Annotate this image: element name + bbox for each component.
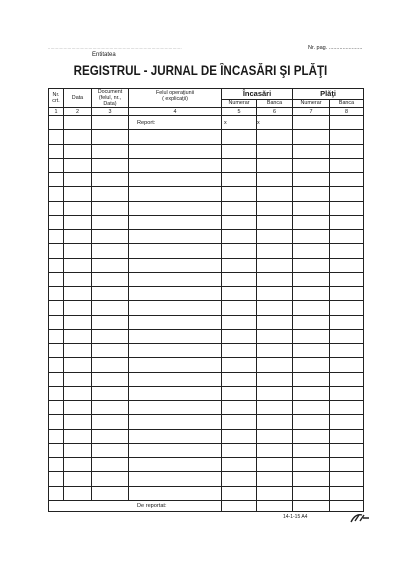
table-cell — [293, 215, 330, 229]
table-cell — [49, 215, 64, 229]
table-cell — [293, 158, 330, 172]
table-cell — [293, 116, 330, 130]
table-cell — [330, 415, 364, 429]
table-cell — [293, 458, 330, 472]
table-cell — [293, 244, 330, 258]
table-cell — [64, 230, 92, 244]
table-cell — [222, 201, 257, 215]
table-cell — [257, 201, 293, 215]
table-cell — [49, 230, 64, 244]
table-row — [49, 215, 364, 229]
table-cell — [92, 173, 129, 187]
table-cell — [222, 372, 257, 386]
table-cell — [330, 386, 364, 400]
table-cell — [222, 187, 257, 201]
table-row — [49, 244, 364, 258]
table-cell — [64, 386, 92, 400]
table-cell — [257, 329, 293, 343]
table-cell — [92, 415, 129, 429]
table-cell — [293, 144, 330, 158]
table-cell — [222, 130, 257, 144]
table-cell — [293, 472, 330, 486]
table-cell — [293, 173, 330, 187]
entity-dots: ...................................................................................................... — [48, 45, 182, 50]
table-cell — [330, 158, 364, 172]
column-number: 4 — [129, 108, 222, 116]
table-cell — [293, 443, 330, 457]
table-cell — [92, 244, 129, 258]
table-cell — [64, 344, 92, 358]
ledger-table — [48, 88, 364, 512]
table-cell — [330, 201, 364, 215]
table-cell — [330, 486, 364, 500]
table-cell — [129, 201, 222, 215]
table-cell — [49, 415, 64, 429]
table-cell — [222, 287, 257, 301]
table-cell — [293, 386, 330, 400]
table-cell — [92, 158, 129, 172]
report-row — [49, 116, 364, 130]
table-cell — [64, 201, 92, 215]
col-incasari-header: Încasări — [222, 89, 293, 100]
table-cell — [330, 429, 364, 443]
table-cell — [49, 130, 64, 144]
table-cell — [330, 301, 364, 315]
footer-cell — [330, 500, 364, 511]
table-cell — [293, 401, 330, 415]
table-cell — [257, 401, 293, 415]
table-row — [49, 187, 364, 201]
table-cell — [64, 244, 92, 258]
table-cell — [92, 130, 129, 144]
table-cell — [64, 173, 92, 187]
table-cell — [64, 401, 92, 415]
table-cell — [222, 429, 257, 443]
table-cell — [293, 130, 330, 144]
table-row — [49, 386, 364, 400]
table-cell — [129, 272, 222, 286]
document-label: Document (felul, nr., Data) — [97, 89, 123, 107]
table-cell — [64, 415, 92, 429]
table-row — [49, 301, 364, 315]
table-cell — [257, 458, 293, 472]
table-cell — [64, 187, 92, 201]
table-cell — [64, 158, 92, 172]
table-cell — [49, 315, 64, 329]
table-cell — [64, 130, 92, 144]
table-cell — [222, 344, 257, 358]
table-cell — [222, 173, 257, 187]
table-cell — [257, 372, 293, 386]
table-cell — [293, 258, 330, 272]
col-data-header: Data — [64, 89, 92, 108]
table-cell — [49, 358, 64, 372]
table-cell — [92, 187, 129, 201]
table-cell — [92, 116, 129, 130]
table-cell — [92, 344, 129, 358]
table-cell — [49, 173, 64, 187]
table-cell — [330, 130, 364, 144]
table-cell — [257, 429, 293, 443]
table-cell — [92, 215, 129, 229]
table-cell — [257, 443, 293, 457]
table-cell — [64, 116, 92, 130]
column-number-row — [49, 108, 364, 116]
table-cell — [49, 372, 64, 386]
table-cell — [64, 486, 92, 500]
incasari-numerar-header: Numerar — [222, 99, 257, 107]
table-cell — [92, 486, 129, 500]
page-number-label: Nr. pag. ...................... — [308, 45, 363, 51]
table-cell — [129, 358, 222, 372]
table-cell — [92, 358, 129, 372]
form-code: 14-1-15 A4 — [283, 514, 308, 520]
table-cell — [330, 458, 364, 472]
col-felul-header — [129, 89, 222, 108]
table-cell — [330, 187, 364, 201]
table-cell — [293, 230, 330, 244]
table-cell — [257, 301, 293, 315]
table-cell — [257, 344, 293, 358]
footer-cell — [222, 500, 257, 511]
table-cell — [257, 130, 293, 144]
table-cell — [49, 429, 64, 443]
table-cell — [64, 358, 92, 372]
table-cell — [64, 301, 92, 315]
table-cell — [92, 472, 129, 486]
column-number: 7 — [293, 108, 330, 116]
table-cell — [330, 215, 364, 229]
column-number: 6 — [257, 108, 293, 116]
table-cell — [129, 144, 222, 158]
table-cell — [64, 215, 92, 229]
table-cell — [129, 344, 222, 358]
table-cell — [92, 287, 129, 301]
table-cell — [330, 116, 364, 130]
table-cell — [222, 258, 257, 272]
column-number: 5 — [222, 108, 257, 116]
table-cell — [222, 443, 257, 457]
table-cell — [222, 415, 257, 429]
table-cell — [257, 272, 293, 286]
table-row — [49, 130, 364, 144]
table-cell — [49, 158, 64, 172]
table-cell — [222, 144, 257, 158]
table-row — [49, 144, 364, 158]
table-cell — [49, 287, 64, 301]
nr-crt-label: Nr. crt. — [52, 92, 60, 104]
report-mark: x — [257, 116, 293, 130]
table-cell — [129, 329, 222, 343]
publisher-logo-icon — [349, 512, 371, 524]
table-cell — [49, 472, 64, 486]
table-cell — [222, 358, 257, 372]
table-cell — [293, 344, 330, 358]
table-cell — [293, 415, 330, 429]
table-cell — [222, 315, 257, 329]
table-cell — [222, 329, 257, 343]
table-cell — [330, 329, 364, 343]
table-cell — [129, 386, 222, 400]
table-cell — [49, 344, 64, 358]
table-cell — [330, 472, 364, 486]
table-cell — [64, 429, 92, 443]
table-cell — [129, 187, 222, 201]
footer-row — [49, 500, 364, 511]
table-cell — [222, 272, 257, 286]
table-cell — [49, 486, 64, 500]
table-row — [49, 344, 364, 358]
table-row — [49, 429, 364, 443]
table-cell — [49, 201, 64, 215]
table-cell — [330, 358, 364, 372]
table-cell — [129, 130, 222, 144]
table-cell — [330, 443, 364, 457]
col-document-header — [92, 89, 129, 108]
de-reportat-label: De reportat: — [49, 500, 222, 511]
table-cell — [330, 258, 364, 272]
table-cell — [330, 287, 364, 301]
table-cell — [92, 458, 129, 472]
document-title: REGISTRUL - JURNAL DE ÎNCASĂRI ŞI PLĂŢI — [73, 63, 328, 78]
plati-numerar-header: Numerar — [293, 99, 330, 107]
table-cell — [257, 144, 293, 158]
table-row — [49, 415, 364, 429]
table-cell — [293, 287, 330, 301]
table-cell — [330, 344, 364, 358]
table-cell — [222, 301, 257, 315]
table-row — [49, 230, 364, 244]
table-cell — [64, 315, 92, 329]
table-cell — [257, 315, 293, 329]
table-cell — [64, 272, 92, 286]
table-cell — [129, 372, 222, 386]
table-cell — [222, 472, 257, 486]
table-cell — [64, 329, 92, 343]
table-cell — [293, 315, 330, 329]
table-cell — [293, 272, 330, 286]
table-cell — [129, 429, 222, 443]
report-mark: x — [222, 116, 257, 130]
table-cell — [49, 458, 64, 472]
table-row — [49, 158, 364, 172]
table-cell — [129, 258, 222, 272]
table-cell — [257, 386, 293, 400]
table-cell — [64, 287, 92, 301]
table-cell — [64, 144, 92, 158]
table-cell — [92, 272, 129, 286]
table-cell — [49, 272, 64, 286]
column-number: 8 — [330, 108, 364, 116]
table-cell — [129, 486, 222, 500]
table-cell — [49, 144, 64, 158]
table-cell — [222, 244, 257, 258]
table-cell — [293, 429, 330, 443]
table-cell — [92, 315, 129, 329]
incasari-banca-header: Banca — [257, 99, 293, 107]
table-cell — [92, 401, 129, 415]
table-cell — [330, 372, 364, 386]
table-cell — [64, 472, 92, 486]
table-row — [49, 472, 364, 486]
table-cell — [222, 158, 257, 172]
table-row — [49, 372, 364, 386]
table-row — [49, 287, 364, 301]
table-cell — [257, 173, 293, 187]
table-cell — [49, 244, 64, 258]
table-cell — [257, 230, 293, 244]
table-cell — [64, 372, 92, 386]
table-cell — [129, 315, 222, 329]
table-cell — [293, 187, 330, 201]
table-cell — [222, 458, 257, 472]
table-cell — [222, 486, 257, 500]
table-cell — [129, 230, 222, 244]
table-cell — [92, 258, 129, 272]
table-cell — [293, 329, 330, 343]
table-cell — [92, 443, 129, 457]
table-cell — [129, 158, 222, 172]
table-cell — [330, 315, 364, 329]
table-cell — [92, 372, 129, 386]
table-cell — [64, 258, 92, 272]
table-cell — [257, 358, 293, 372]
table-row — [49, 272, 364, 286]
table-cell — [293, 358, 330, 372]
table-cell — [64, 443, 92, 457]
table-cell — [129, 458, 222, 472]
entity-label: Entitatea — [92, 52, 116, 58]
table-cell — [293, 301, 330, 315]
table-cell — [129, 173, 222, 187]
table-row — [49, 201, 364, 215]
table-cell — [257, 187, 293, 201]
table-cell — [257, 215, 293, 229]
table-cell — [222, 230, 257, 244]
table-row — [49, 486, 364, 500]
table-cell — [293, 201, 330, 215]
table-cell — [92, 201, 129, 215]
table-cell — [129, 215, 222, 229]
table-cell — [257, 472, 293, 486]
table-cell — [92, 301, 129, 315]
table-cell — [49, 386, 64, 400]
table-cell — [222, 386, 257, 400]
table-cell — [330, 244, 364, 258]
table-cell — [92, 230, 129, 244]
table-row — [49, 315, 364, 329]
table-cell — [257, 415, 293, 429]
table-cell — [92, 429, 129, 443]
table-row — [49, 443, 364, 457]
table-cell — [293, 372, 330, 386]
table-cell — [49, 329, 64, 343]
table-cell — [129, 287, 222, 301]
table-cell — [129, 244, 222, 258]
table-cell — [92, 144, 129, 158]
table-cell — [257, 244, 293, 258]
table-cell — [49, 258, 64, 272]
footer-cell — [257, 500, 293, 511]
table-cell — [257, 258, 293, 272]
table-cell — [257, 158, 293, 172]
table-row — [49, 258, 364, 272]
table-cell — [330, 272, 364, 286]
table-cell — [129, 443, 222, 457]
footer-cell — [293, 500, 330, 511]
report-label: Report: — [129, 116, 222, 130]
table-cell — [222, 401, 257, 415]
col-plati-header: Plăţi — [293, 89, 364, 100]
table-cell — [49, 443, 64, 457]
felul-label: Felul operaţiunii ( explicaţii) — [155, 90, 195, 102]
table-cell — [129, 415, 222, 429]
table-cell — [330, 173, 364, 187]
table-cell — [92, 329, 129, 343]
table-row — [49, 358, 364, 372]
table-cell — [129, 401, 222, 415]
table-row — [49, 173, 364, 187]
table-row — [49, 401, 364, 415]
table-cell — [330, 144, 364, 158]
table-cell — [330, 230, 364, 244]
plati-banca-header: Banca — [330, 99, 364, 107]
table-cell — [129, 301, 222, 315]
table-cell — [64, 458, 92, 472]
table-cell — [129, 472, 222, 486]
table-cell — [257, 486, 293, 500]
table-cell — [49, 401, 64, 415]
table-cell — [222, 215, 257, 229]
col-nr-header — [49, 89, 64, 108]
column-number: 1 — [49, 108, 64, 116]
column-number: 2 — [64, 108, 92, 116]
table-cell — [293, 486, 330, 500]
table-row — [49, 458, 364, 472]
table-cell — [49, 187, 64, 201]
table-cell — [49, 301, 64, 315]
table-cell — [49, 116, 64, 130]
table-cell — [330, 401, 364, 415]
column-number: 3 — [92, 108, 129, 116]
table-cell — [257, 287, 293, 301]
table-row — [49, 329, 364, 343]
table-cell — [92, 386, 129, 400]
